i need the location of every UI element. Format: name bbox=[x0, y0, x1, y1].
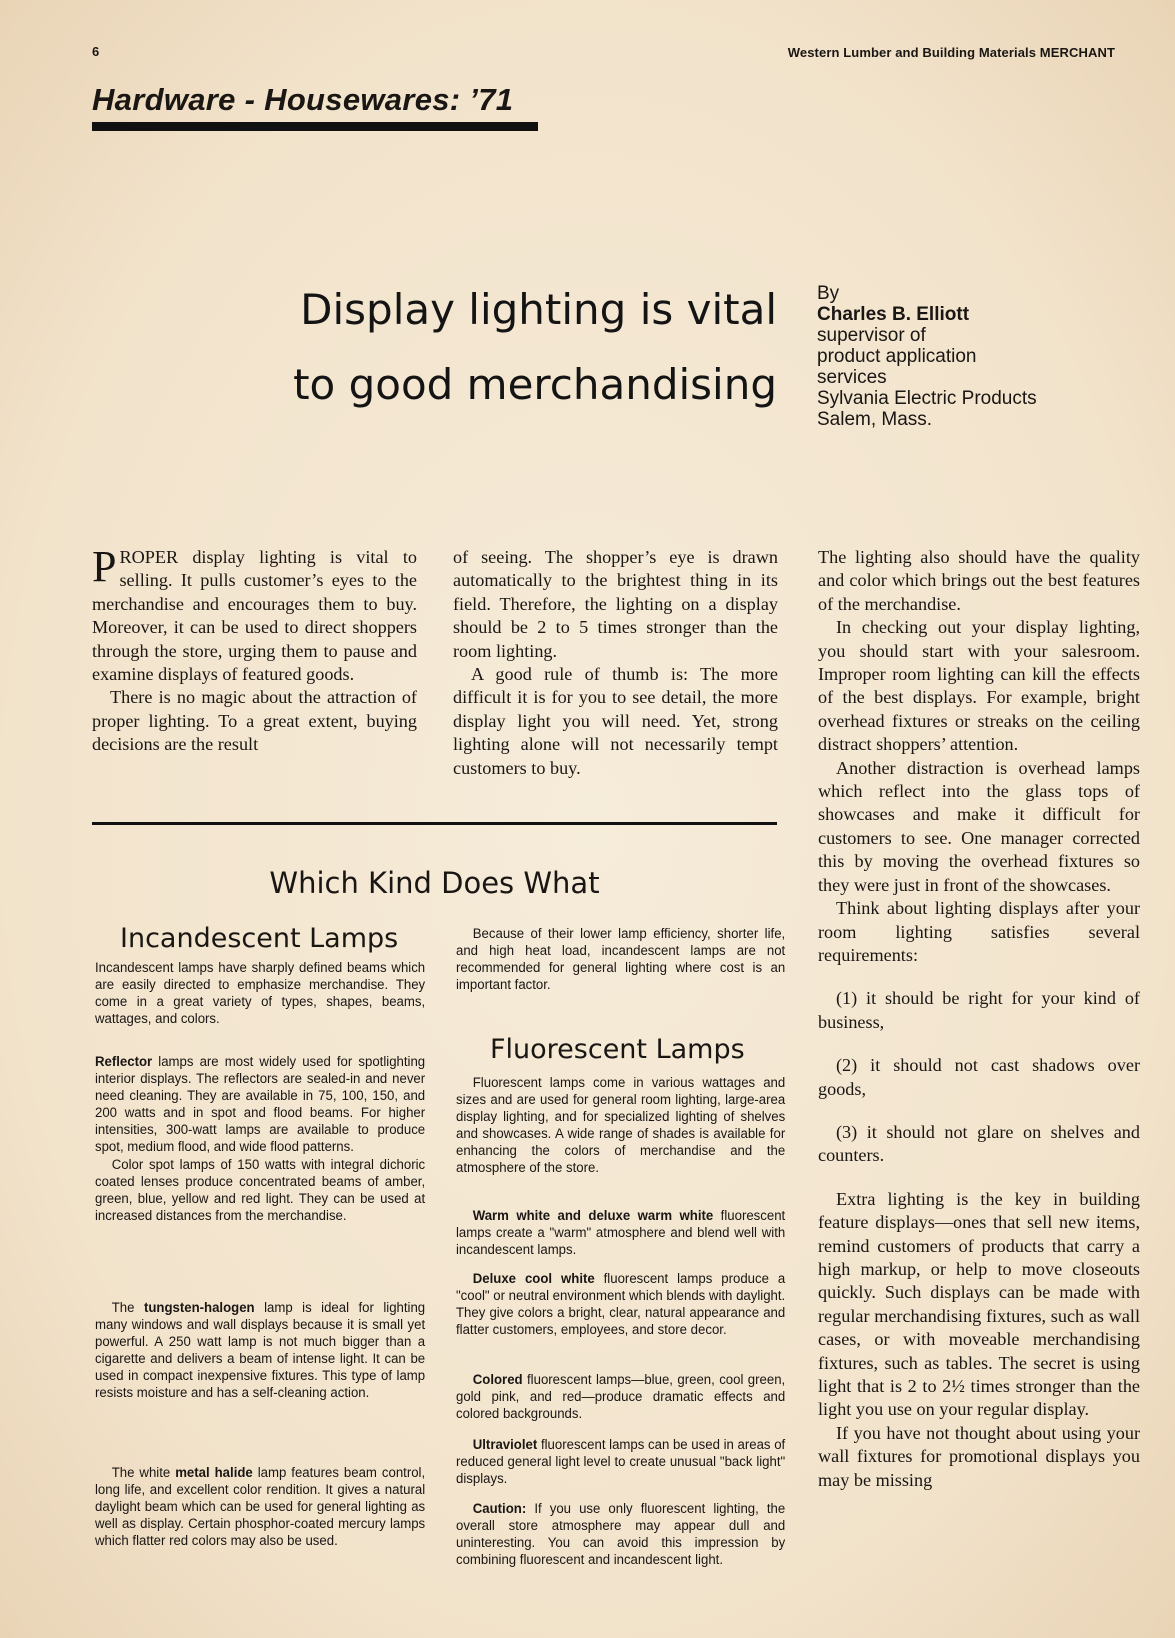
paragraph-text: The bbox=[111, 1300, 144, 1316]
paragraph-text: lamps are most widely used for spotlighting interior displays. The reflectors are sealed-in and never need cleaning. They are available in 75, 100, 150, and 200 watts and in spot and flood beams. For higher intensities, 300-watt lamps are available to produce spot, medium flood, and wide flood patterns. bbox=[95, 1054, 426, 1156]
paragraph: Color spot lamps of 150 watts with integral dichoric coated lenses produce concentrated beams of amber, green, blue, yellow and red light. They can be used at increased distances from the merchandise. bbox=[95, 1156, 426, 1224]
sidebar-title: Which Kind Does What bbox=[269, 866, 600, 900]
paragraph: of seeing. The shopper’s eye is drawn automatically to the brightest thing in its field. Therefore, the lighting on a display should be 2 to 5 times stronger than the room lighting. bbox=[453, 547, 778, 661]
term: metal halide bbox=[175, 1465, 253, 1481]
metal-halide-lamps bbox=[95, 1465, 425, 1550]
term: Colored bbox=[472, 1372, 523, 1388]
fluorescent-intro bbox=[456, 1075, 785, 1178]
author-title-2: product application bbox=[817, 346, 977, 367]
requirement-3: (3) it should not glare on shelves and counters. bbox=[818, 1121, 1140, 1166]
cool-white-lamps bbox=[456, 1271, 785, 1339]
term: Warm white and deluxe warm white bbox=[472, 1208, 714, 1224]
requirement-2: (2) it should not cast shadows over goods, bbox=[818, 1055, 1140, 1099]
paragraph-text: fluorescent lamps—blue, green, cool green, gold pink, and red—produce dramatic effects and colored backgrounds. bbox=[456, 1372, 786, 1423]
paragraph: If you have not thought about using your wall fixtures for promotional displays you may be missing bbox=[818, 1422, 1140, 1490]
paragraph: Because of their lower lamp efficiency, shorter life, and high heat load, incandescent lamps are not recommended for general lighting where cost is an important factor. bbox=[456, 926, 786, 994]
author-location: Salem, Mass. bbox=[817, 409, 933, 430]
paragraph: A good rule of thumb is: The more difficult it is for you to see detail, the more display light you will need. Yet, strong lighting alone will not necessarily tempt customers to buy. bbox=[453, 664, 778, 778]
paragraph: In checking out your display lighting, you should start with your salesroom. Improper room lighting can kill the effects of the best displays. For example, bright overhead fixtures or streaks on the ceiling distract shoppers’ attention. bbox=[818, 617, 1140, 755]
ultraviolet-lamps bbox=[456, 1437, 785, 1488]
article-title-line-1: Display lighting is vital bbox=[300, 285, 777, 334]
article-column-1 bbox=[92, 542, 417, 757]
paragraph-text: fluorescent lamps create a "warm" atmosphere and blend well with incandescent lamps. bbox=[456, 1208, 786, 1259]
paragraph: Fluorescent lamps come in various wattages and sizes and are used for general room lighting, large-area display lighting, and for specialized lighting of shelves and showcases. A wide range of shades is available for enhancing the colors of merchandise and the atmosphere of the store. bbox=[456, 1075, 786, 1177]
sidebar-rule bbox=[92, 822, 777, 825]
paragraph: There is no magic about the attraction of proper lighting. To a great extent, buying decisions are the result bbox=[92, 687, 417, 755]
term: Ultraviolet bbox=[472, 1437, 538, 1453]
paragraph bbox=[456, 1208, 785, 1259]
paragraph-text: lamp features beam control, long life, and excellent color rendition. It gives a natural daylight beam which can be used for general lighting as well as display. Certain phosphor-coated mercury lamps which flatter red colors may also be used. bbox=[95, 1465, 426, 1550]
byline-by: By bbox=[817, 283, 840, 304]
incandescent-cost-note bbox=[456, 926, 785, 994]
paragraph: Another distraction is overhead lamps which reflect into the glass tops of showcases and make it difficult for customers to see. One manager corrected this by moving the overhead fixtures so they were just in front of the showcases. bbox=[818, 757, 1140, 895]
term: Reflector bbox=[95, 1054, 153, 1070]
paragraph bbox=[95, 1300, 425, 1403]
page-number: 6 bbox=[92, 44, 100, 59]
paragraph bbox=[92, 542, 417, 686]
paragraph-text: lamp is ideal for lighting many windows and wall displays because it is small yet powerful. A 250 watt lamp is not much bigger than a cigarette and delivers a beam of intense light. It can be used in compact inexpensive fixtures. This type of lamp resists moisture and has a self-cleaning action. bbox=[95, 1300, 426, 1402]
paragraph bbox=[456, 1437, 785, 1488]
paragraph-text: If you use only fluorescent lighting, the overall store atmosphere may appear dull and uninteresting. You can avoid this impression by combining fluorescent and incandescent light. bbox=[456, 1501, 786, 1569]
paragraph-text: fluorescent lamps can be used in areas of reduced general light level to create unusual "back light" displays. bbox=[456, 1437, 786, 1488]
byline bbox=[817, 283, 1037, 430]
author-title-1: supervisor of bbox=[817, 325, 926, 346]
paragraph-text: fluorescent lamps produce a "cool" or neutral environment which blends with daylight. They give colors a bright, clear, natural appearance and flatter customers, employees, and store decor. bbox=[456, 1271, 786, 1339]
section-rule bbox=[92, 122, 538, 131]
author-company: Sylvania Electric Products bbox=[817, 388, 1037, 409]
term: tungsten-halogen bbox=[143, 1300, 255, 1316]
paragraph: The lighting also should have the quality and color which brings out the best features of the merchandise. bbox=[818, 547, 1140, 614]
paragraph-text: The white bbox=[111, 1465, 176, 1481]
paragraph bbox=[456, 1271, 785, 1339]
paragraph: Think about lighting displays after your room lighting satisfies several requirements: bbox=[818, 898, 1140, 965]
incandescent-intro bbox=[95, 960, 425, 1028]
tungsten-halogen-lamps bbox=[95, 1300, 425, 1403]
publication-name: Western Lumber and Building Materials MERCHANT bbox=[787, 45, 1115, 60]
section-heading: Hardware - Housewares: ’71 bbox=[92, 82, 514, 117]
article-column-3 bbox=[818, 546, 1140, 1492]
caution-note bbox=[456, 1501, 785, 1569]
reflector-lamps bbox=[95, 1054, 425, 1225]
author-title-3: services bbox=[817, 367, 887, 388]
article-title-line-2: to good merchandising bbox=[293, 360, 777, 409]
paragraph-text: ROPER display lighting is vital to selling. It pulls customer’s eyes to the merchandise and encourages them to buy. Moreover, it can be used to direct shoppers through the store, urging them to pause and examine displays of featured goods. bbox=[92, 547, 417, 685]
paragraph bbox=[456, 1372, 785, 1423]
warm-white-lamps bbox=[456, 1208, 785, 1259]
incandescent-heading: Incandescent Lamps bbox=[120, 923, 399, 954]
paragraph bbox=[95, 1465, 425, 1550]
drop-cap: P bbox=[92, 542, 117, 591]
term: Deluxe cool white bbox=[472, 1271, 595, 1287]
paragraph bbox=[456, 1501, 785, 1569]
term: Caution: bbox=[472, 1501, 527, 1517]
article-column-2 bbox=[453, 546, 778, 780]
paragraph: Incandescent lamps have sharply defined beams which are easily directed to emphasize merchandise. They come in a great variety of types, shapes, beams, wattages, and colors. bbox=[95, 960, 426, 1028]
paragraph bbox=[95, 1054, 425, 1157]
fluorescent-heading: Fluorescent Lamps bbox=[490, 1034, 745, 1065]
author-name: Charles B. Elliott bbox=[817, 304, 970, 325]
paragraph: Extra lighting is the key in building feature displays—ones that sell new items, remind customers of products that carry a high markup, or help to move closeouts quickly. Such displays can be made with regular merchandising fixtures, such as wall cases, or with moveable merchandising fixtures, such as tables. The secret is using light that is 2 to 2½ times stronger than the light you use on your regular display. bbox=[818, 1188, 1140, 1420]
requirement-1: (1) it should be right for your kind of business, bbox=[818, 988, 1140, 1032]
colored-lamps bbox=[456, 1372, 785, 1423]
